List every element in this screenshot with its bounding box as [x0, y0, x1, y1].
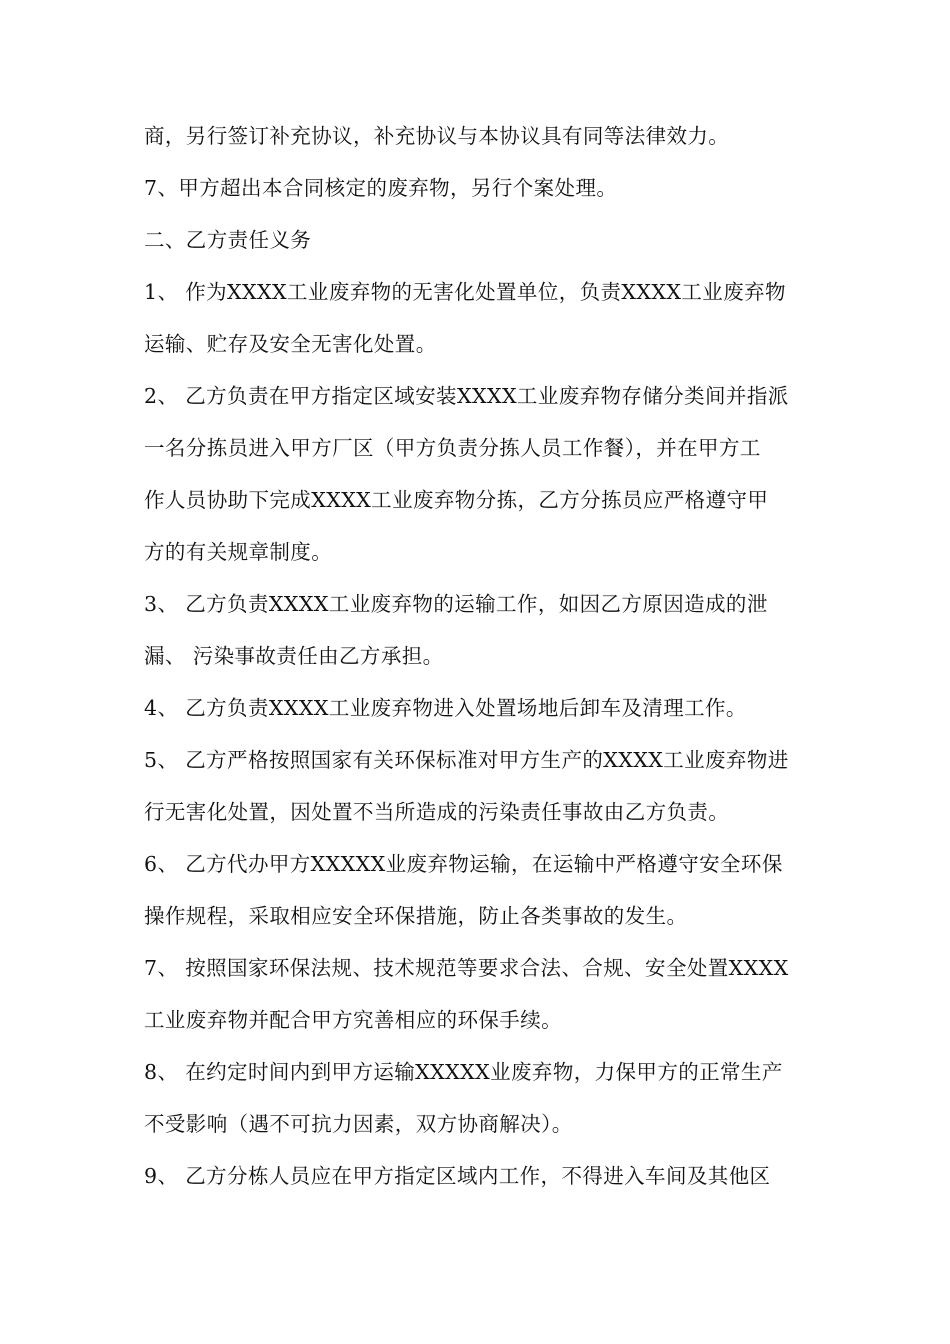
- text-line: 3、 乙方负责XXXX工业废弃物的运输工作，如因乙方原因造成的泄: [144, 592, 768, 616]
- text-line: 9、 乙方分栋人员应在甲方指定区域内工作，不得进入车间及其他区: [144, 1164, 771, 1188]
- text-line: 作人员协助下完成XXXX工业废弃物分拣，乙方分拣员应严格遵守甲: [144, 488, 769, 512]
- text-line: 5、 乙方严格按照国家有关环保标准对甲方生产的XXXX工业废弃物进: [144, 748, 789, 772]
- text-line: 操作规程，采取相应安全环保措施，防止各类事故的发生。: [144, 904, 688, 928]
- text-line: 不受影响（遇不可抗力因素，双方协商解决）。: [144, 1112, 573, 1136]
- text-line: 一名分拣员进入甲方厂区（甲方负责分拣人员工作餐），并在甲方工: [144, 436, 761, 460]
- text-line: 工业废弃物并配合甲方究善相应的环保手续。: [144, 1008, 562, 1032]
- text-line: 4、 乙方负责XXXX工业废弃物进入处置场地后卸车及清理工作。: [144, 696, 747, 720]
- text-line: 运输、贮存及安全无害化处置。: [144, 332, 437, 356]
- text-line: 7、甲方超出本合同核定的废弃物，另行个案处理。: [144, 176, 618, 200]
- section-heading: 二、乙方责任义务: [144, 228, 312, 252]
- text-line: 行无害化处置，因处置不当所造成的污染责任事故由乙方负责。: [144, 800, 730, 824]
- text-line: 1、 作为XXXX工业废弃物的无害化处置单位，负责XXXX工业废弃物: [144, 280, 786, 304]
- text-line: 7、 按照国家环保法规、技术规范等要求合法、合规、安全处置XXXX: [144, 956, 789, 980]
- text-line: 漏、 污染事故责任由乙方承担。: [144, 644, 444, 668]
- text-line: 商，另行签订补充协议，补充协议与本协议具有同等法律效力。: [144, 124, 730, 148]
- text-line: 2、 乙方负责在甲方指定区域安装XXXX工业废弃物存储分类间并指派: [144, 384, 789, 408]
- text-line: 6、 乙方代办甲方XXXXX业废弃物运输，在运输中严格遵守安全环保: [144, 852, 783, 876]
- text-line: 8、 在约定时间内到甲方运输XXXXX业废弃物，力保甲方的正常生产: [144, 1060, 783, 1084]
- text-line: 方的有关规章制度。: [144, 540, 333, 564]
